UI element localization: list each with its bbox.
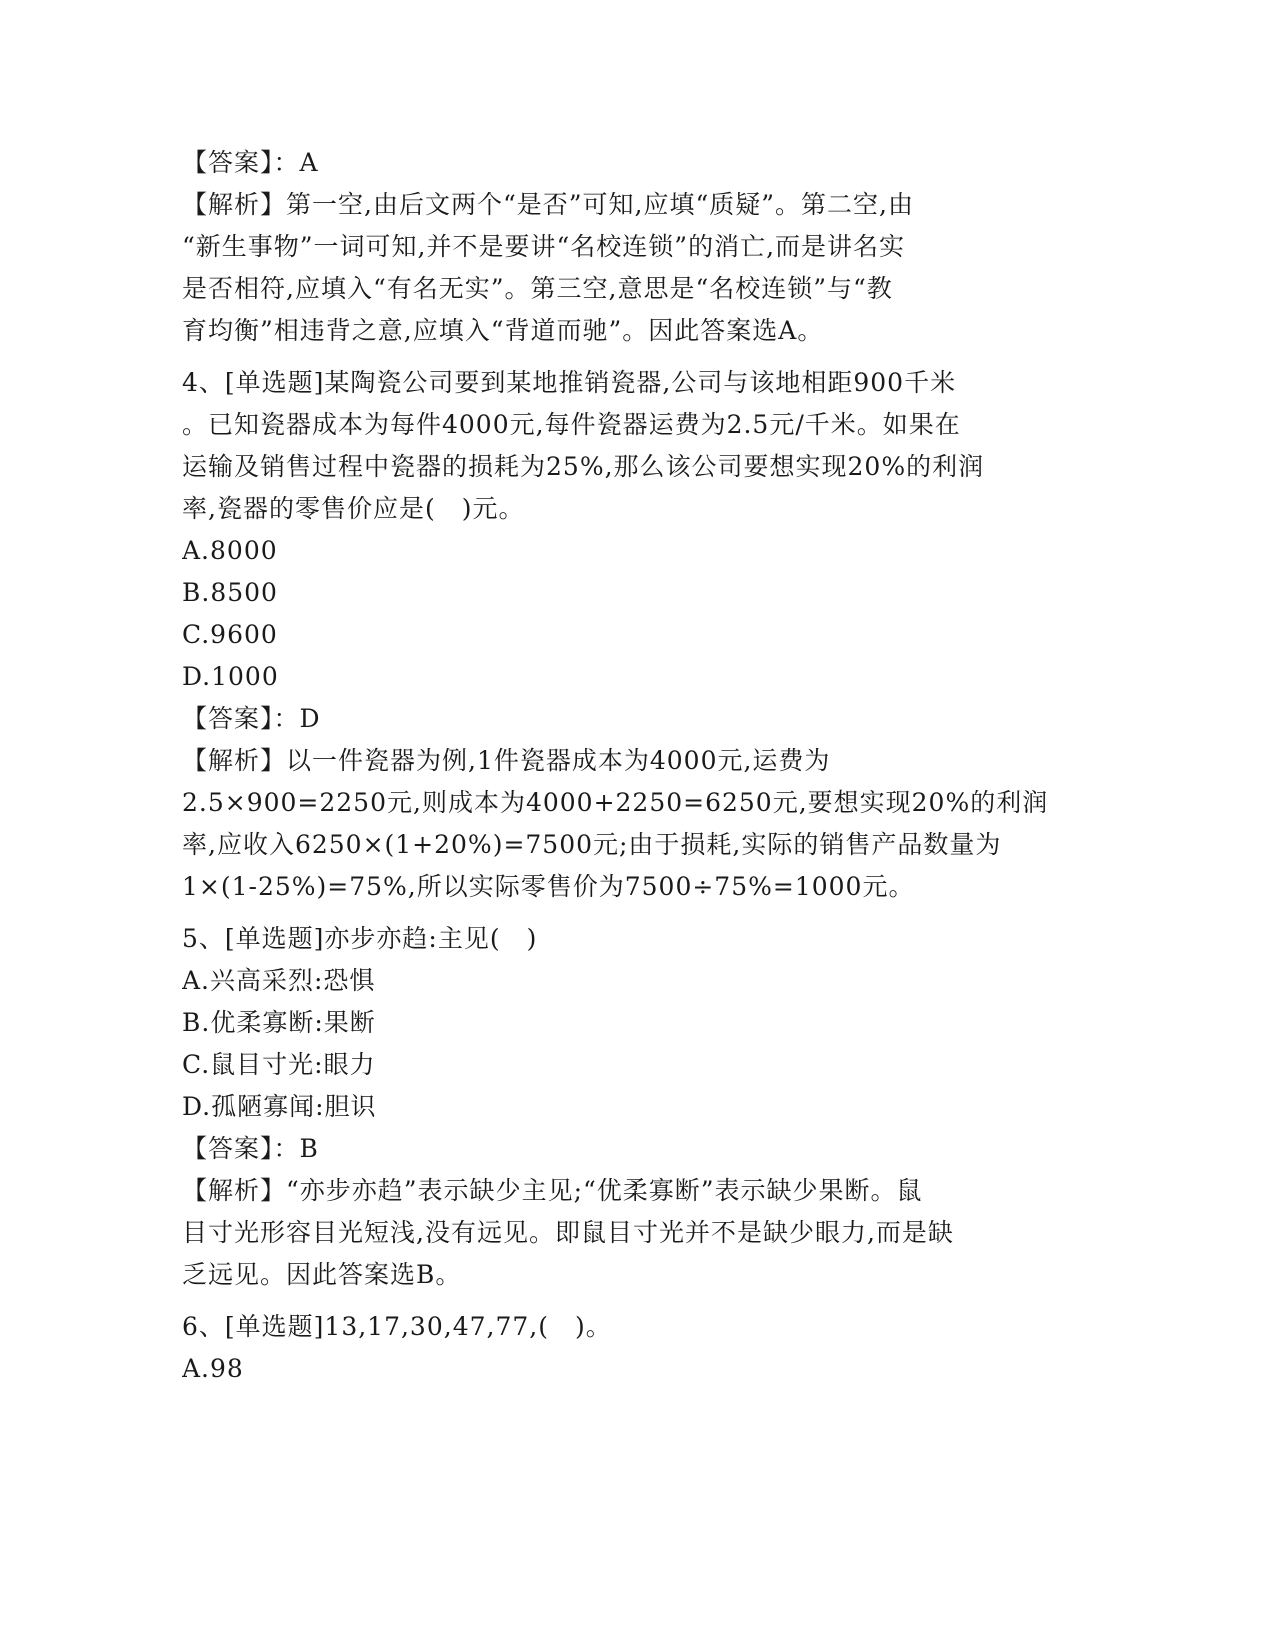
option-a: A.8000 — [182, 536, 278, 565]
question-text: 运输及销售过程中瓷器的损耗为25%,那么该公司要想实现20%的利润 — [182, 452, 985, 481]
explanation-line: “新生事物”一词可知,并不是要讲“名校连锁”的消亡,而是讲名实 — [182, 232, 906, 261]
explanation-line: 【解析】以一件瓷器为例,1件瓷器成本为4000元,运费为 — [182, 746, 831, 775]
answer-label: 【答案】：B — [182, 1134, 319, 1163]
option-a: A.兴高采烈:恐惧 — [182, 966, 376, 995]
explanation-line: 1×(1-25%)=75%,所以实际零售价为7500÷75%=1000元。 — [182, 872, 915, 901]
explanation-line: 【解析】第一空,由后文两个“是否”可知,应填“质疑”。第二空,由 — [182, 190, 914, 219]
option-a: A.98 — [182, 1354, 244, 1383]
option-c: C.鼠目寸光:眼力 — [182, 1050, 376, 1079]
block-gap — [182, 352, 1082, 362]
explanation-line: 育均衡”相违背之意,应填入“背道而驰”。因此答案选A。 — [182, 316, 824, 345]
answer-label: 【答案】：A — [182, 148, 319, 177]
block-gap — [182, 1296, 1082, 1306]
explanation-line: 【解析】“亦步亦趋”表示缺少主见;“优柔寡断”表示缺少果断。鼠 — [182, 1176, 923, 1205]
question-text: 4、[单选题]某陶瓷公司要到某地推销瓷器,公司与该地相距900千米 — [182, 368, 957, 397]
question-text: 5、[单选题]亦步亦趋:主见( ) — [182, 924, 538, 953]
explanation-line: 目寸光形容目光短浅,没有远见。即鼠目寸光并不是缺少眼力,而是缺 — [182, 1218, 954, 1247]
question-text: 6、[单选题]13,17,30,47,77,( )。 — [182, 1312, 612, 1341]
option-b: B.优柔寡断:果断 — [182, 1008, 376, 1037]
page-content — [182, 142, 1082, 1390]
question-text: 率,瓷器的零售价应是( )元。 — [182, 494, 525, 523]
option-d: D.孤陋寡闻:胆识 — [182, 1092, 377, 1121]
option-b: B.8500 — [182, 578, 278, 607]
explanation-line: 率,应收入6250×(1+20%)=7500元;由于损耗,实际的销售产品数量为 — [182, 830, 1002, 859]
question-6-block — [182, 1306, 1082, 1390]
explanation-line: 2.5×900=2250元,则成本为4000+2250=6250元,要想实现20%的利润 — [182, 788, 1049, 817]
question-3-answer-block — [182, 142, 1082, 352]
question-5-block — [182, 918, 1082, 1296]
answer-label: 【答案】：D — [182, 704, 321, 733]
option-c: C.9600 — [182, 620, 278, 649]
question-text: 。已知瓷器成本为每件4000元,每件瓷器运费为2.5元/千米。如果在 — [182, 410, 961, 439]
question-4-block — [182, 362, 1082, 908]
block-gap — [182, 908, 1082, 918]
explanation-line: 乏远见。因此答案选B。 — [182, 1260, 462, 1289]
option-d: D.1000 — [182, 662, 279, 691]
explanation-line: 是否相符,应填入“有名无实”。第三空,意思是“名校连锁”与“教 — [182, 274, 893, 303]
